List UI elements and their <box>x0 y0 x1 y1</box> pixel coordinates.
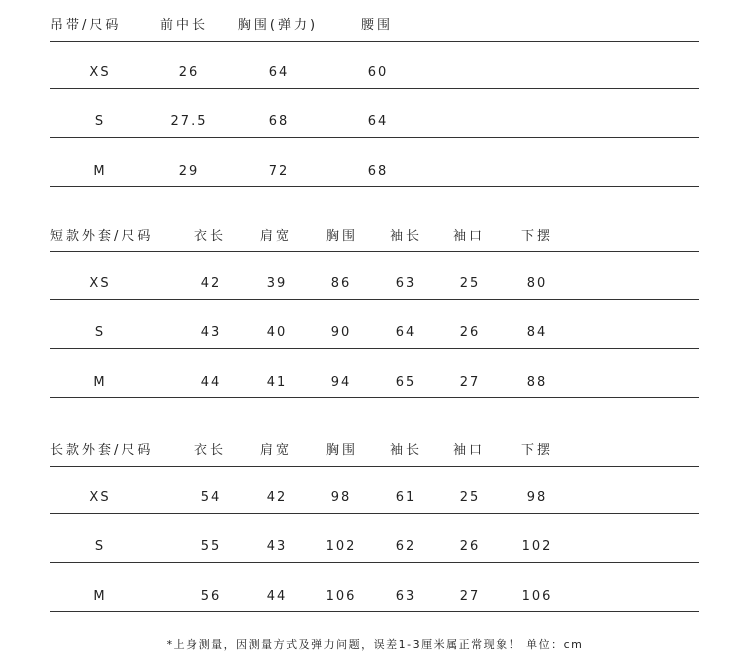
table-cell: 25 <box>459 276 481 291</box>
table-cell: 56 <box>200 589 222 604</box>
table-cell: 68 <box>367 164 389 179</box>
table-cell: 80 <box>526 276 548 291</box>
table-cell: 27 <box>459 375 481 390</box>
table-rule <box>50 397 699 398</box>
table-cell: 27.5 <box>170 114 208 129</box>
table-cell: 29 <box>178 164 200 179</box>
table-header-cell: 前中长 <box>159 18 209 33</box>
table-cell: 63 <box>395 589 417 604</box>
table-rule <box>50 88 699 89</box>
table-cell: 42 <box>200 276 222 291</box>
table-cell: 84 <box>526 325 548 340</box>
table-cell: 25 <box>459 490 481 505</box>
table-cell: 27 <box>459 589 481 604</box>
table-rule <box>50 251 699 252</box>
table-cell: 86 <box>330 276 352 291</box>
table-cell: 64 <box>268 65 290 80</box>
table-header-cell: 下摆 <box>520 443 554 458</box>
table-header-cell: 袖长 <box>389 229 423 244</box>
table-cell: 26 <box>459 325 481 340</box>
table-cell: 63 <box>395 276 417 291</box>
table-header-size-label: 长款外套/尺码 <box>50 443 154 458</box>
table-cell: 43 <box>200 325 222 340</box>
table-header-cell: 胸围 <box>325 443 359 458</box>
table-cell: 106 <box>521 589 553 604</box>
table-cell: 44 <box>200 375 222 390</box>
table-cell: 102 <box>325 539 357 554</box>
row-size-label: M <box>93 589 107 604</box>
table-header-cell: 衣长 <box>193 443 227 458</box>
table-header-size-label: 吊带/尺码 <box>50 18 122 33</box>
table-cell: 55 <box>200 539 222 554</box>
table-header-cell: 胸围(弹力) <box>237 18 319 33</box>
row-size-label: M <box>93 164 107 179</box>
table-header-cell: 肩宽 <box>259 229 293 244</box>
row-size-label: S <box>94 539 106 554</box>
table-cell: 40 <box>266 325 288 340</box>
table-cell: 41 <box>266 375 288 390</box>
table-cell: 88 <box>526 375 548 390</box>
table-rule <box>50 562 699 563</box>
table-header-cell: 下摆 <box>520 229 554 244</box>
table-rule <box>50 611 699 612</box>
table-cell: 43 <box>266 539 288 554</box>
size-table-3 <box>50 440 699 630</box>
table-rule <box>50 137 699 138</box>
table-cell: 60 <box>367 65 389 80</box>
row-size-label: XS <box>89 65 111 80</box>
table-cell: 61 <box>395 490 417 505</box>
table-cell: 90 <box>330 325 352 340</box>
table-cell: 44 <box>266 589 288 604</box>
table-cell: 102 <box>521 539 553 554</box>
table-cell: 68 <box>268 114 290 129</box>
table-cell: 62 <box>395 539 417 554</box>
footnote: *上身测量，因测量方式及弹力问题，误差1-3厘米属正常现象！ 单位：cm <box>166 638 584 651</box>
table-header-cell: 袖长 <box>389 443 423 458</box>
table-cell: 72 <box>268 164 290 179</box>
table-cell: 106 <box>325 589 357 604</box>
size-table-2 <box>50 226 699 416</box>
table-cell: 39 <box>266 276 288 291</box>
table-header-size-label: 短款外套/尺码 <box>50 229 154 244</box>
table-cell: 54 <box>200 490 222 505</box>
table-cell: 64 <box>395 325 417 340</box>
table-rule <box>50 348 699 349</box>
size-table-1 <box>50 12 699 202</box>
table-cell: 98 <box>330 490 352 505</box>
row-size-label: M <box>93 375 107 390</box>
table-cell: 26 <box>178 65 200 80</box>
row-size-label: S <box>94 325 106 340</box>
table-rule <box>50 466 699 467</box>
row-size-label: XS <box>89 490 111 505</box>
row-size-label: S <box>94 114 106 129</box>
row-size-label: XS <box>89 276 111 291</box>
table-cell: 65 <box>395 375 417 390</box>
table-header-cell: 袖口 <box>452 229 486 244</box>
table-cell: 64 <box>367 114 389 129</box>
table-header-cell: 肩宽 <box>259 443 293 458</box>
table-header-cell: 胸围 <box>325 229 359 244</box>
table-cell: 94 <box>330 375 352 390</box>
table-rule <box>50 41 699 42</box>
table-cell: 26 <box>459 539 481 554</box>
table-cell: 98 <box>526 490 548 505</box>
table-rule <box>50 513 699 514</box>
table-header-cell: 腰围 <box>360 18 394 33</box>
table-rule <box>50 186 699 187</box>
table-rule <box>50 299 699 300</box>
table-cell: 42 <box>266 490 288 505</box>
table-header-cell: 袖口 <box>452 443 486 458</box>
table-header-cell: 衣长 <box>193 229 227 244</box>
